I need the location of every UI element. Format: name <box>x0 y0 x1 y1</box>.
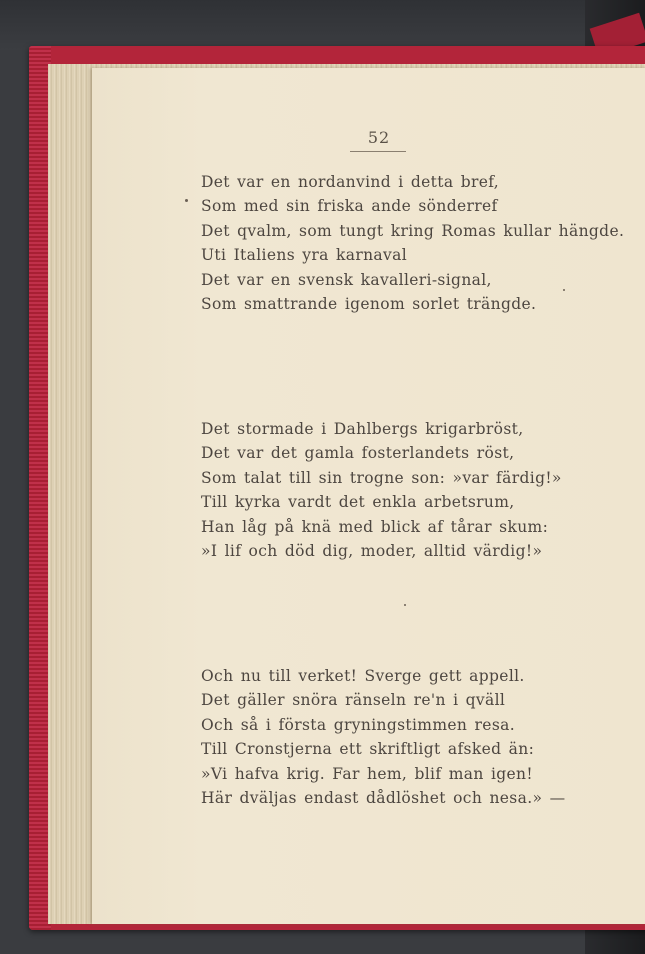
paper-speck <box>185 199 188 202</box>
poem-line: Som smattrande igenom sorlet trängde. <box>201 294 537 313</box>
poem-line: Det var en nordanvind i detta bref, <box>201 173 500 191</box>
poem-line: Det gäller snöra ränseln re'n i qväll <box>201 691 506 710</box>
stanza-1 <box>201 170 624 316</box>
poem-line: Och så i första gryningstimmen resa. <box>201 715 515 734</box>
poem-line: Det var det gamla fosterlandets röst, <box>201 444 515 463</box>
poem-line: Som med sin friska ande sönderref <box>201 197 498 216</box>
paper-speck <box>563 289 565 291</box>
poem-line: Det var en svensk kavalleri-signal, <box>201 270 492 289</box>
poem-line: Det qvalm, som tungt kring Romas kullar hängde. <box>201 221 625 240</box>
paper-speck <box>404 604 406 606</box>
poem-line: »Vi hafva krig. Far hem, blif man igen! <box>201 764 533 783</box>
poem-line: »I lif och död dig, moder, alltid värdig!» <box>201 541 543 560</box>
page-number-rule <box>350 151 406 152</box>
poem-line: Det stormade i Dahlbergs krigarbröst, <box>201 420 524 438</box>
poem-line: Som talat till sin trogne son: »var färdig!» <box>201 468 562 487</box>
poem-line: Till Cronstjerna ett skriftligt afsked än: <box>201 740 535 759</box>
stanza-2 <box>201 417 562 563</box>
poem-line: Här dväljas endast dådlöshet och nesa.» — <box>201 788 566 807</box>
page-number: 52 <box>367 128 391 147</box>
poem-line: Han låg på knä med blick af tårar skum: <box>201 517 549 536</box>
stanza-3 <box>201 664 565 810</box>
poem-line: Till kyrka vardt det enkla arbetsrum, <box>201 493 515 512</box>
background-top <box>0 0 645 50</box>
poem-line: Och nu till verket! Sverge gett appell. <box>201 667 525 685</box>
poem-line: Uti Italiens yra karnaval <box>201 246 408 265</box>
